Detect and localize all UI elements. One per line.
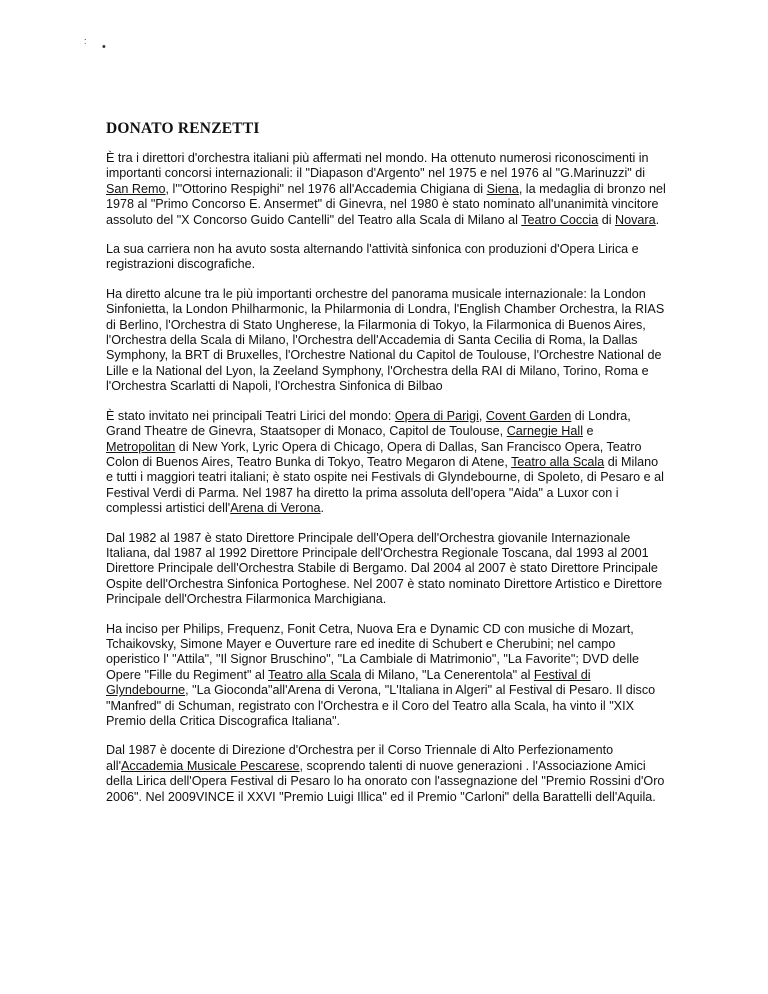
link-teatro-alla-scala[interactable]: Teatro alla Scala [511, 454, 605, 469]
text-segment: Dal 1982 al 1987 è stato Direttore Principale dell'Opera dell'Orchestra giovanile Internazionale Italiana, dal 1987 al 1992 Direttore Principale dell'Orchestra Regionale Toscana, dal 1993 al 2001 Direttore Principale dell'Orchestra Stabile di Bergamo. Dal 2004 al 2007 è stato Direttore Principale Ospite dell'Orchestra Sinfonica Portoghese. Nel 2007 è stato nominato Direttore Artistico e Direttore Principale dell'Orchestra Filarmonica Marchigiana. [106, 530, 663, 607]
paragraph-awards [106, 151, 666, 228]
text-segment: Ha diretto alcune tra le più importanti orchestre del panorama musicale internazionale: la London Sinfonietta, la London Philharmonic, la Philarmonia di Londra, l'English Chamber Orchestra, la RIAS di Berlino, l'Orchestra di Stato Ungherese, la Filarmonia di Tokyo, la Filarmonica di Buenos Aires, l'Orchestra della Scala di Milano, l'Orchestra dell'Accademia di Santa Cecilia di Roma, la Dallas Symphony, la BRT di Bruxelles, l'Orchestre National du Capitol de Toulouse, l'Orchestre National de Lille e la National del Lyon, la Zeeland Symphony, l'Orchestra della RAI di Milano, Torino, Roma e l'Orchestra Scarlatti di Napoli, l'Orchestra Sinfonica di Bilbao [106, 286, 665, 394]
text-segment: Ha inciso per Philips, Frequenz, Fonit Cetra, Nuova Era e Dynamic CD con musiche di Mozart, Tchaikovsky, Simone Mayer e Ouverture rare ed inedite di Schubert e Cherubini; nel campo operistico l' "Attila", "Il Signor Bruschino", "La Cambiale di Matrimonio", "La Favorite"; DVD delle Opere "Fille du Regiment" al [106, 621, 640, 682]
text-segment: , la medaglia di bronzo nel 1978 al "Primo Concorso E. Ansermet" di Ginevra, nel 1980 è stato nominato all'unanimità vincitore assoluto del "X Concorso Guido Cantelli" del Teatro alla Scala di Milano al [106, 181, 666, 227]
link-opera-di-parigi[interactable]: Opera di Parigi [394, 408, 479, 423]
text-segment: È tra i direttori d'orchestra italiani più affermati nel mondo. Ha ottenuto numerosi riconoscimenti in importanti concorsi internazionali: il "Diapason d'Argento" nel 1975 e nel 1976 al "G.Marinuzzi" di [106, 151, 649, 181]
text-segment: e [583, 424, 594, 439]
scan-artifact-dot: • [102, 41, 106, 53]
text-segment: di New York, Lyric Opera di Chicago, Opera di Dallas, San Francisco Opera, Teatro Colon di Buenos Aires, Teatro Bunka di Tokyo, Teatro Megaron di Atene, [106, 439, 642, 469]
paragraph-career [106, 242, 666, 273]
text-segment: di Milano e tutti i maggiori teatri italiani; è stato ospite nei Festivals di Glyndebourne, di Spoleto, di Pesaro e al Festival Verdi di Parma. Nel 1987 ha diretto la prima assoluta dell'opera "Aida" a Luxor con i complessi artistici dell' [106, 454, 664, 516]
text-segment: , l'"Ottorino Respighi" nel 1976 all'Accademia Chigiana di [165, 181, 487, 196]
link-carnegie-hall[interactable]: Carnegie Hall [506, 424, 583, 439]
link-covent-garden[interactable]: Covent Garden [485, 408, 572, 423]
scan-artifact-mark: : [84, 36, 87, 46]
link-arena-di-verona[interactable]: Arena di Verona [230, 501, 321, 516]
paragraph-teaching [106, 743, 666, 805]
text-segment: . [320, 501, 325, 516]
paragraph-positions [106, 531, 666, 608]
text-segment: di Londra, Grand Theatre de Ginevra, Staatsoper di Monaco, Capitol de Toulouse, [106, 408, 631, 439]
text-segment: di [598, 212, 616, 227]
paragraph-orchestras [106, 287, 666, 395]
link-san-remo[interactable]: San Remo [106, 181, 166, 196]
link-teatro-alla-scala[interactable]: Teatro alla Scala [268, 667, 362, 682]
paragraph-recordings [106, 622, 666, 730]
link-teatro-coccia[interactable]: Teatro Coccia [521, 212, 599, 227]
paragraph-theatres [106, 409, 666, 517]
text-segment: . [655, 212, 660, 227]
page-title: DONATO RENZETTI [106, 120, 260, 137]
link-novara[interactable]: Novara [615, 212, 656, 227]
text-segment: Dal 1987 è docente di Direzione d'Orchestra per il Corso Triennale di Alto Perfezionamento all' [106, 743, 614, 773]
text-segment: , [478, 408, 486, 423]
link-festival-di-glyndebourne[interactable]: Festival di Glyndebourne [106, 667, 591, 698]
text-segment: È stato invitato nei principali Teatri Lirici del mondo: [106, 408, 395, 423]
text-segment: La sua carriera non ha avuto sosta alternando l'attività sinfonica con produzioni d'Opera Lirica e registrazioni discografiche. [106, 242, 639, 272]
link-accademia-musicale-pescarese[interactable]: Accademia Musicale Pescarese [121, 758, 300, 773]
biography-body [106, 151, 666, 819]
link-siena[interactable]: Siena [486, 181, 519, 196]
text-segment: di Milano, "La Cenerentola" al [361, 667, 534, 682]
link-metropolitan[interactable]: Metropolitan [106, 439, 176, 454]
text-segment: , scoprendo talenti di nuove generazioni . l'Associazione Amici della Lirica dell'Opera Festival di Pesaro lo ha onorato con l'assegnazione del "Premio Rossini d'Oro 2006". Nel 2009VINCE il XXVI "Premio Luigi Illica" ed il Premio "Carloni" della Barattelli dell'Aquila. [106, 758, 665, 804]
text-segment: , "La Gioconda"all'Arena di Verona, "L'Italiana in Algeri" al Festival di Pesaro. Il disco "Manfred" di Schuman, registrato con l'Orchestra e il Coro del Teatro alla Scala, ha vinto il "XIX Premio della Critica Discografica Italiana". [106, 683, 656, 728]
